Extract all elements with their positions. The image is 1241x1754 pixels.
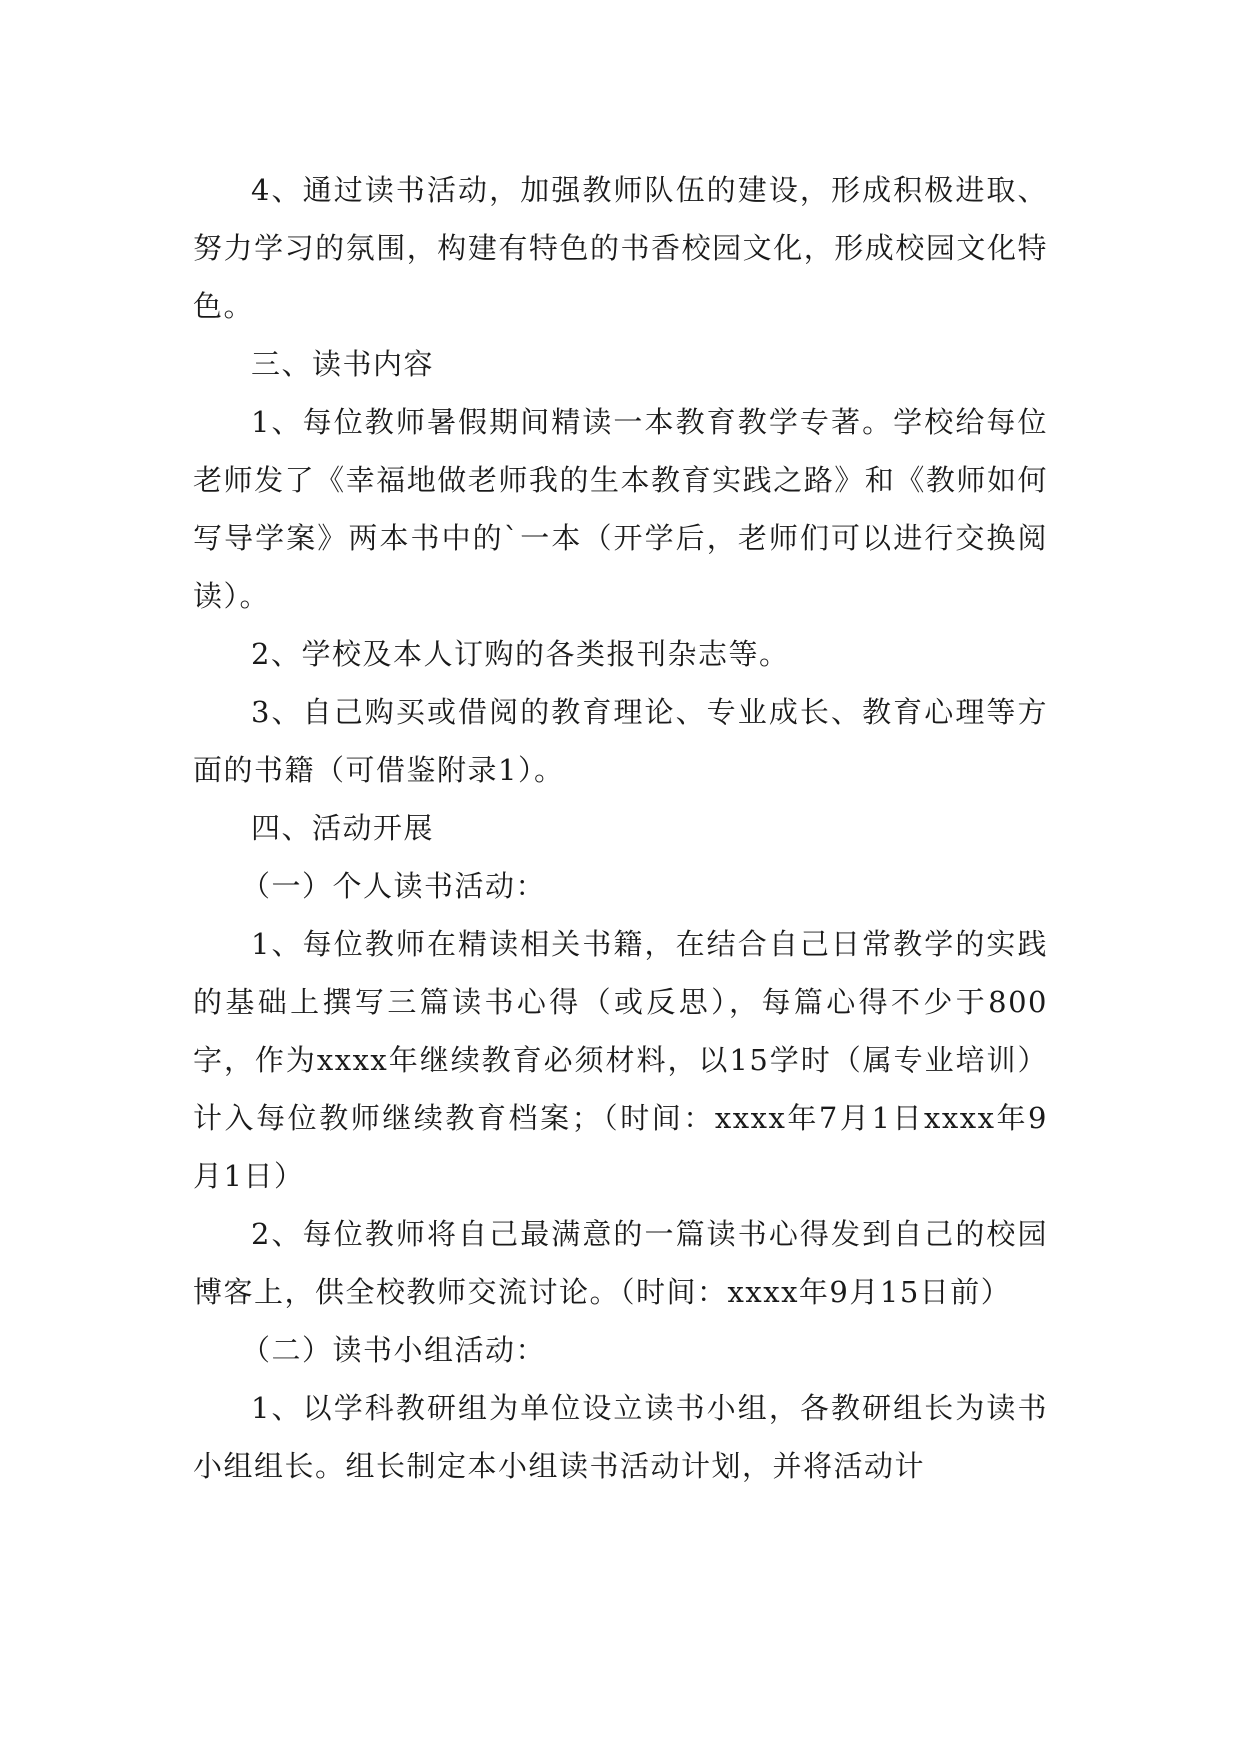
paragraph-reading-item-1: 1、每位教师暑假期间精读一本教育教学专著。学校给每位老师发了《幸福地做老师我的生本教育实践之路》和《教师如何写导学案》两本书中的`一本（开学后，老师们可以进行交换阅读）。: [193, 405, 1048, 613]
paragraph-group-item-1: 1、以学科教研组为单位设立读书小组，各教研组长为读书小组组长。组长制定本小组读书活动计划，并将活动计: [193, 1391, 1048, 1483]
paragraph-goal-4: 4、通过读书活动，加强教师队伍的建设，形成积极进取、努力学习的氛围，构建有特色的书香校园文化，形成校园文化特色。: [193, 173, 1048, 323]
paragraph-reading-item-3: 3、自己购买或借阅的教育理论、专业成长、教育心理等方面的书籍（可借鉴附录1）。: [193, 695, 1048, 787]
subsection-heading-individual-reading: （一）个人读书活动：: [241, 869, 547, 903]
paragraph-reading-item-2: 2、学校及本人订购的各类报刊杂志等。: [251, 637, 790, 671]
paragraph-individual-item-2: 2、每位教师将自己最满意的一篇读书心得发到自己的校园博客上，供全校教师交流讨论。（时间：xxxx年9月15日前）: [193, 1217, 1048, 1309]
document-body: [193, 161, 1048, 1495]
subsection-heading-group-reading: （二）读书小组活动：: [241, 1333, 547, 1367]
paragraph-individual-item-1: 1、每位教师在精读相关书籍，在结合自己日常教学的实践的基础上撰写三篇读书心得（或反思），每篇心得不少于800字，作为xxxx年继续教育必须材料，以15学时（属专业培训）计入每位教师继续教育档案；（时间：xxxx年7月1日xxxx年9月1日）: [193, 927, 1048, 1193]
section-heading-activities: 四、活动开展: [251, 811, 435, 845]
section-heading-reading-content: 三、读书内容: [251, 347, 435, 381]
